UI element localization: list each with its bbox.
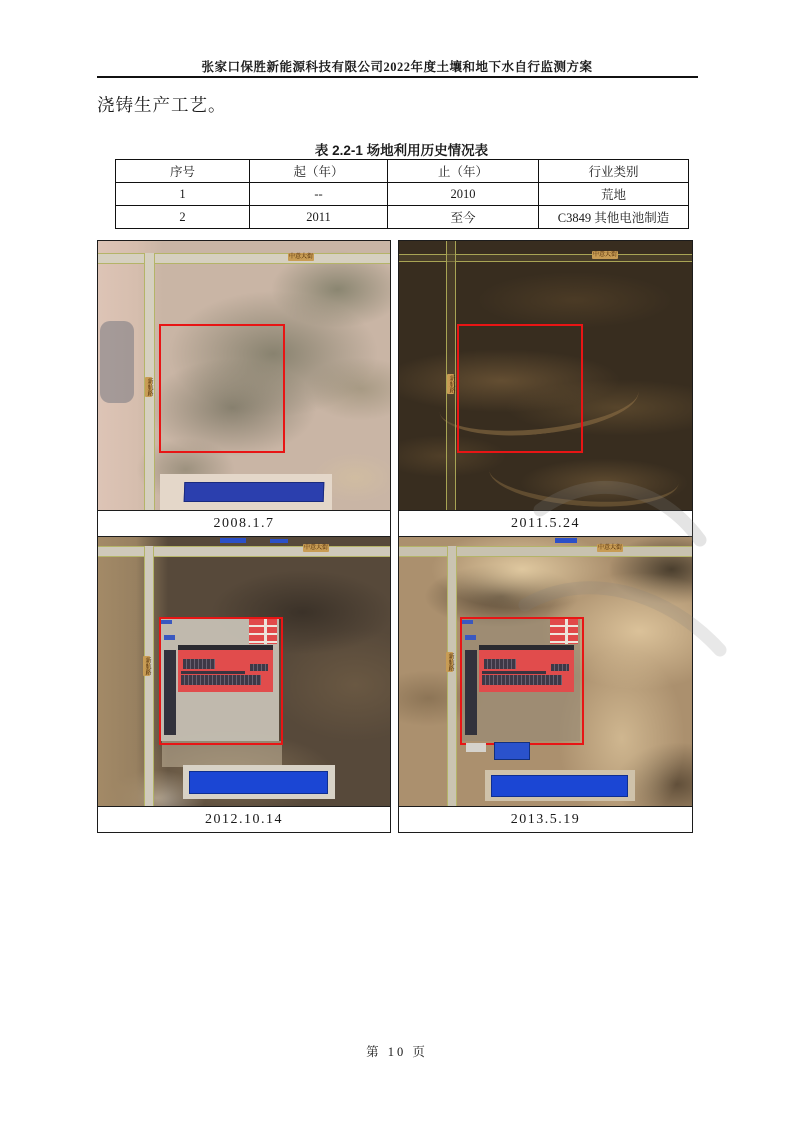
road-horizontal bbox=[399, 254, 692, 262]
road-vertical bbox=[144, 546, 154, 806]
road-horizontal bbox=[98, 546, 390, 557]
blue-roof-building bbox=[494, 742, 530, 760]
image-caption-2012: 2012.10.14 bbox=[97, 806, 391, 833]
satellite-image-2013 bbox=[398, 536, 693, 807]
blue-warehouse bbox=[491, 775, 628, 797]
site-boundary-box bbox=[460, 617, 584, 745]
table-row bbox=[116, 183, 689, 206]
blue-roof-building bbox=[270, 539, 288, 543]
site-boundary-box bbox=[159, 324, 285, 453]
satellite-terrain-2013 bbox=[399, 537, 692, 806]
image-caption-2011: 2011.5.24 bbox=[398, 510, 693, 537]
site-boundary-box bbox=[457, 324, 583, 453]
image-caption-2008: 2008.1.7 bbox=[97, 510, 391, 537]
cell-industry: C3849 其他电池制造 bbox=[539, 206, 689, 229]
site-boundary-box bbox=[159, 617, 283, 745]
body-paragraph: 浇铸生产工艺。 bbox=[97, 95, 227, 115]
road-name-label: 新航路 bbox=[144, 657, 150, 675]
satellite-terrain-2012 bbox=[98, 537, 390, 806]
road-name-label: 中意大街 bbox=[289, 254, 314, 260]
table-title: 表 2.2-1 场地利用历史情况表 bbox=[314, 143, 489, 158]
header-rule bbox=[97, 76, 698, 78]
page-header-title: 张家口保胜新能源科技有限公司2022年度土壤和地下水自行监测方案 bbox=[201, 60, 593, 74]
satellite-image-2011 bbox=[398, 240, 693, 511]
table-row bbox=[116, 206, 689, 229]
satellite-image-2012 bbox=[97, 536, 391, 807]
cell-end-year: 2010 bbox=[388, 183, 539, 206]
cell-start-year: 2011 bbox=[250, 206, 388, 229]
road-name-label: 新航路 bbox=[146, 378, 152, 396]
col-header-end-year: 止（年） bbox=[388, 160, 539, 183]
road-name-label: 中意大街 bbox=[593, 252, 618, 258]
road-vertical bbox=[447, 546, 457, 806]
cell-seq: 2 bbox=[116, 206, 250, 229]
satellite-terrain-2011 bbox=[399, 241, 692, 510]
blue-warehouse bbox=[184, 482, 325, 502]
blue-warehouse bbox=[189, 771, 328, 794]
road-name-label: 新航路 bbox=[448, 375, 454, 393]
road-name-label: 中意大街 bbox=[598, 545, 623, 551]
page-number: 第 10 页 bbox=[366, 1045, 428, 1059]
land-use-history-table bbox=[115, 159, 689, 229]
satellite-image-2008 bbox=[97, 240, 391, 511]
terrain-patch bbox=[100, 321, 134, 403]
gray-building bbox=[466, 743, 486, 752]
road-name-label: 中意大街 bbox=[304, 545, 329, 551]
satellite-terrain-2008 bbox=[98, 241, 390, 510]
cell-start-year: -- bbox=[250, 183, 388, 206]
col-header-seq: 序号 bbox=[116, 160, 250, 183]
table-header-row bbox=[116, 160, 689, 183]
road-horizontal bbox=[399, 546, 692, 557]
cell-end-year: 至今 bbox=[388, 206, 539, 229]
cell-seq: 1 bbox=[116, 183, 250, 206]
image-caption-2013: 2013.5.19 bbox=[398, 806, 693, 833]
road-name-label: 新航路 bbox=[447, 653, 453, 671]
road-horizontal bbox=[98, 253, 390, 264]
col-header-start-year: 起（年） bbox=[250, 160, 388, 183]
col-header-industry: 行业类别 bbox=[539, 160, 689, 183]
blue-roof-building bbox=[220, 538, 246, 543]
cell-industry: 荒地 bbox=[539, 183, 689, 206]
blue-roof-building bbox=[555, 538, 577, 543]
